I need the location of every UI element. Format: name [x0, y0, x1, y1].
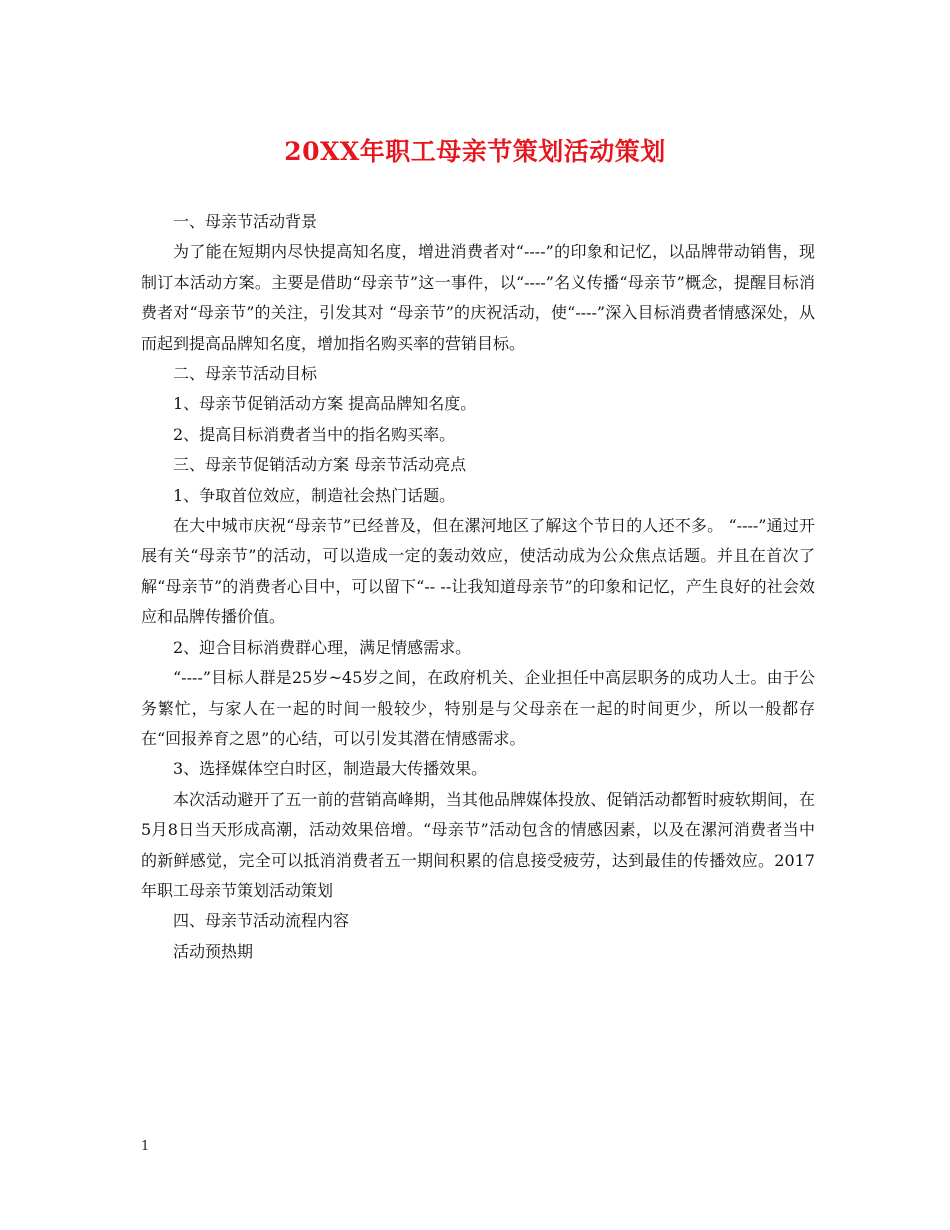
document-body: [141, 207, 815, 967]
page-number: 1: [141, 1139, 150, 1154]
section-heading-background: 一、母亲节活动背景: [173, 212, 318, 231]
paragraph-highlight-1: 在大中城市庆祝“母亲节”已经普及，但在漯河地区了解这个节日的人还不多。 “----”通过开展有关“母亲节”的活动，可以造成一定的轰动效应，使活动成为公众焦点话题。并且在首次了解“母亲节”的消费者心目中，可以留下“-- --让我知道母亲节”的印象和记忆，产生良好的社会效应和品牌传播价值。: [141, 516, 815, 627]
document-title: 20XX年职工母亲节策划活动策划: [284, 137, 666, 166]
section-heading-goals: 二、母亲节活动目标: [173, 364, 318, 384]
goal-item-1: 1、母亲节促销活动方案 提高品牌知名度。: [173, 394, 477, 414]
goal-item-2: 2、提高目标消费者当中的指名购买率。: [173, 424, 456, 444]
section-heading-highlights: 三、母亲节促销活动方案 母亲节活动亮点: [173, 455, 467, 475]
paragraph-highlight-3: 本次活动避开了五一前的营销高峰期，当其他品牌媒体投放、促销活动都暂时疲软期间，在5月8日当天形成高潮，活动效果倍增。“母亲节”活动包含的情感因素，以及在漯河消费者当中的新鲜感觉，完全可以抵消消费者五一期间积累的信息接受疲劳，达到最佳的传播效应。2017年职工母亲节策划活动策划: [141, 789, 815, 900]
process-item-warmup: 活动预热期: [173, 941, 254, 961]
highlight-item-3: 3、选择媒体空白时区，制造最大传播效果。: [173, 759, 488, 779]
section-heading-process: 四、母亲节活动流程内容: [173, 911, 350, 931]
highlight-item-1: 1、争取首位效应，制造社会热门话题。: [173, 485, 456, 505]
paragraph-highlight-2: “----”目标人群是25岁~45岁之间，在政府机关、企业担任中高层职务的成功人士。由于公务繁忙，与家人在一起的时间一般较少，特别是与父母亲在一起的时间更少，所以一般都存在“回报养育之恩”的心结，可以引发其潜在情感需求。: [141, 668, 815, 748]
highlight-item-2: 2、迎合目标消费群心理，满足情感需求。: [173, 637, 472, 657]
paragraph-background: 为了能在短期内尽快提高知名度，增进消费者对“----”的印象和记忆，以品牌带动销售，现制订本活动方案。主要是借助“母亲节”这一事件，以“----”名义传播“母亲节”概念，提醒目标消费者对“母亲节”的关注，引发其对 “母亲节”的庆祝活动，使“----”深入目标消费者情感深处，从而起到提高品牌知名度，增加指名购买率的营销目标。: [141, 242, 815, 353]
